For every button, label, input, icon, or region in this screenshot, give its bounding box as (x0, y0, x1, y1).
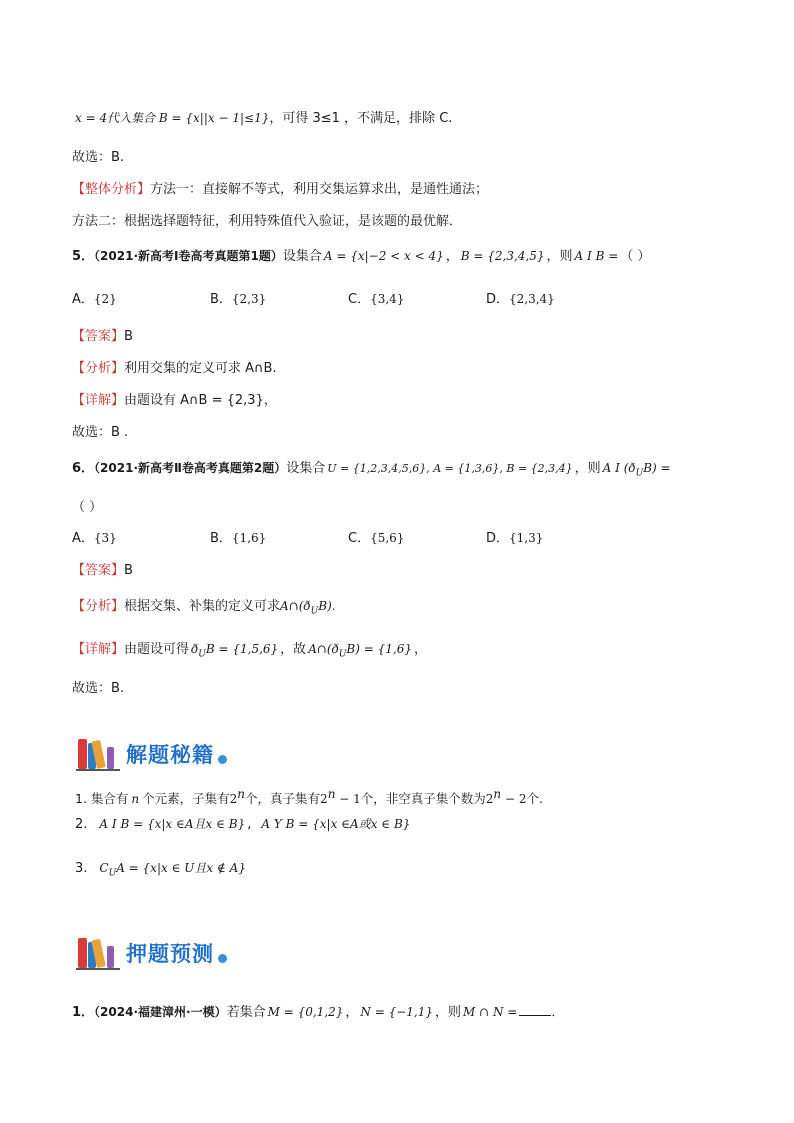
option-value: {2,3,4} (509, 292, 555, 306)
detail-text: 由题设有 A∩B = {2,3}， (124, 393, 277, 408)
option-label: D． (486, 531, 510, 546)
option-value: {2,3} (231, 292, 267, 306)
predict-question-1 (72, 1001, 564, 1020)
analysis-expr (280, 599, 336, 617)
q6-stem-a: 设集合 (286, 461, 326, 476)
analysis-text: 方法一：直接解不等式，利用交集运算求出，是通性通法； (150, 182, 489, 197)
q5-stem-c: ，则 (546, 249, 573, 264)
q6-option-a[interactable] (72, 527, 117, 546)
analysis-expr-end: B). (318, 599, 336, 613)
detail-expr-1 (191, 642, 279, 660)
option-label: B． (210, 531, 232, 546)
q5-option-a[interactable] (72, 288, 117, 307)
overall-analysis (72, 178, 488, 197)
q6-analysis (72, 595, 336, 616)
q6-paren: （ ） (72, 500, 103, 515)
pq1-end: ． (551, 1005, 565, 1020)
answer-value: B (124, 329, 133, 344)
secret-item-1 (75, 787, 543, 807)
q6-stem-b: ，则 (574, 461, 601, 476)
item2-number: 2. (75, 817, 88, 832)
item3-number: 3. (75, 861, 88, 876)
q6-number: 6． (72, 461, 95, 476)
q5-set-b: B = {2,3,4,5} (460, 249, 545, 263)
option-label: D． (486, 292, 510, 307)
q5-stem-b: ， (445, 249, 459, 264)
pq1-text-b: ， (345, 1005, 359, 1020)
detail-tag: 【详解】 (72, 393, 125, 408)
detail-text-pre: 由题设可得 (124, 642, 190, 657)
q5-analysis (72, 357, 277, 376)
item2-separator: , (247, 817, 252, 832)
q5-option-d[interactable] (486, 288, 555, 307)
item1-text-b: 个元素，子集有 (142, 791, 230, 806)
item3-complement (99, 861, 246, 879)
answer-blank[interactable] (519, 1003, 551, 1016)
pq1-expr: M ∩ N = (463, 1005, 518, 1019)
substitution-line (75, 107, 452, 126)
detail-expr-1-sub: U (198, 649, 206, 660)
q5-source: （2021·新高考Ⅰ卷高考真题第1题） (94, 249, 283, 263)
item1-expr-3 (485, 787, 527, 806)
item1-expr-3-sup: n (493, 787, 502, 801)
analysis-text: 根据交集、补集的定义可求 (124, 599, 281, 614)
detail-expr-2-main: A∩(ð (308, 642, 339, 656)
item2-union: A Y B = {x|x ∈A或x ∈ B} (261, 817, 411, 831)
secret-item-3 (75, 859, 246, 878)
secret-item-2 (75, 815, 410, 832)
option-label: A． (72, 292, 94, 307)
item1-expr-1-base: 2 (229, 792, 238, 806)
q6-expr (602, 461, 671, 479)
books-icon (76, 737, 122, 771)
predict-section-title: 押题预测 (126, 942, 214, 966)
detail-expr-2-end: B) = {1,6} (346, 642, 412, 656)
item1-expr-3-base: 2 (485, 792, 494, 806)
q6-sets: U = {1,2,3,4,5,6}, A = {1,3,6}, B = {2,3,4} (327, 462, 573, 475)
title-dot-icon (218, 755, 227, 764)
q6-option-c[interactable] (348, 527, 404, 546)
detail-expr-2-sub: U (338, 649, 347, 660)
q6-choice: 故选：B. (72, 681, 125, 696)
q5-number: 5． (72, 249, 95, 264)
item1-expr-2-sup: n (327, 787, 336, 801)
title-dot-icon (218, 954, 227, 963)
option-value: {1,3} (509, 531, 544, 545)
q6-expr-sub: U (635, 468, 644, 479)
detail-expr-1-main: ð (191, 642, 199, 656)
q5-paren: （ ） (620, 249, 651, 264)
q6-expr-main: A I (ð (602, 461, 636, 475)
option-value: {1,6} (231, 531, 267, 545)
q6-expr-end: B) = (643, 461, 671, 475)
option-value: {3,4} (370, 292, 405, 306)
pq1-text-a: 若集合 (226, 1005, 266, 1020)
item1-expr-3-end: − 2 (501, 792, 527, 806)
secret-section-header (76, 737, 227, 771)
item3-sub: U (108, 868, 117, 879)
q6-option-d[interactable] (486, 527, 543, 546)
q5-expr: A I B = (574, 249, 619, 263)
answer-tag: 【答案】 (72, 563, 125, 578)
item1-expr-1-sup: n (237, 787, 246, 801)
item1-text-c: 个，真子集有 (245, 791, 321, 806)
analysis-tag: 【分析】 (72, 361, 125, 376)
item1-text-a: 1. 集合有 (75, 791, 129, 806)
pq1-number: 1． (72, 1005, 95, 1020)
detail-text-tail: ， (413, 642, 427, 657)
item1-n: n (131, 792, 140, 806)
analysis-tag: 【分析】 (72, 599, 125, 614)
item3-c: C (99, 861, 109, 875)
detail-expr-2 (308, 642, 412, 660)
q6-answer (72, 559, 133, 578)
option-label: C． (348, 531, 371, 546)
answer-tag: 【答案】 (72, 329, 125, 344)
pq1-set-m: M = {0,1,2} (267, 1005, 344, 1019)
analysis-tag: 【整体分析】 (72, 182, 151, 197)
q5-choice: 故选：B . (72, 425, 129, 440)
detail-text-mid: ，故 (280, 642, 307, 657)
option-label: C． (348, 292, 371, 307)
item1-expr-2 (320, 787, 361, 806)
books-icon (76, 936, 122, 970)
q5-option-b[interactable] (210, 288, 266, 307)
question-6-stem (72, 457, 671, 478)
q6-option-b[interactable] (210, 527, 266, 546)
item1-expr-2-base: 2 (320, 792, 328, 806)
item1-text-e: 个. (526, 791, 543, 806)
item2-intersection: A I B = {x|x ∈A且x ∈ B} (99, 817, 246, 831)
detail-expr-1-end: B = {1,5,6} (205, 642, 279, 656)
substitution-expr: x = 4代入集合 B = {x||x − 1|≤1} (75, 111, 270, 125)
option-value: {3} (93, 531, 117, 545)
option-label: A． (72, 531, 94, 546)
item3-expr: A = {x|x ∈ U且x ∉ A} (116, 861, 246, 875)
answer-value: B (124, 563, 133, 578)
item1-expr-2-end: − 1 (335, 792, 361, 806)
question-5-stem (72, 245, 650, 264)
item1-text-d: 个，非空真子集个数为 (360, 791, 486, 806)
q6-detail (72, 638, 427, 659)
method-two: 方法二：根据选择题特征，利用特殊值代入验证，是该题的最优解． (72, 214, 463, 229)
detail-tag: 【详解】 (72, 642, 125, 657)
analysis-expr-main: A∩(ð (280, 599, 311, 613)
q5-stem-a: 设集合 (282, 249, 322, 264)
pq1-text-c: ，则 (434, 1005, 461, 1020)
substitution-text: ，可得 3≤1 ，不满足，排除 C. (269, 111, 453, 126)
option-value: {2} (93, 292, 117, 306)
option-label: B． (210, 292, 232, 307)
q5-answer (72, 325, 133, 344)
q6-source: （2021·新高考Ⅱ卷高考真题第2题） (94, 461, 287, 475)
q5-option-c[interactable] (348, 288, 404, 307)
pq1-set-n: N = {−1,1} (360, 1005, 433, 1019)
predict-section-header (76, 936, 227, 970)
answer-choice-line: 故选：B. (72, 150, 125, 165)
q5-detail (72, 389, 277, 408)
pq1-source: （2024·福建漳州·一模） (94, 1005, 227, 1019)
analysis-text: 利用交集的定义可求 A∩B. (124, 361, 277, 376)
option-value: {5,6} (370, 531, 405, 545)
item1-expr-1 (229, 787, 246, 806)
q5-set-a: A = {x|−2 < x < 4} (323, 249, 444, 263)
secret-section-title: 解题秘籍 (126, 743, 214, 767)
analysis-expr-sub: U (310, 606, 319, 617)
